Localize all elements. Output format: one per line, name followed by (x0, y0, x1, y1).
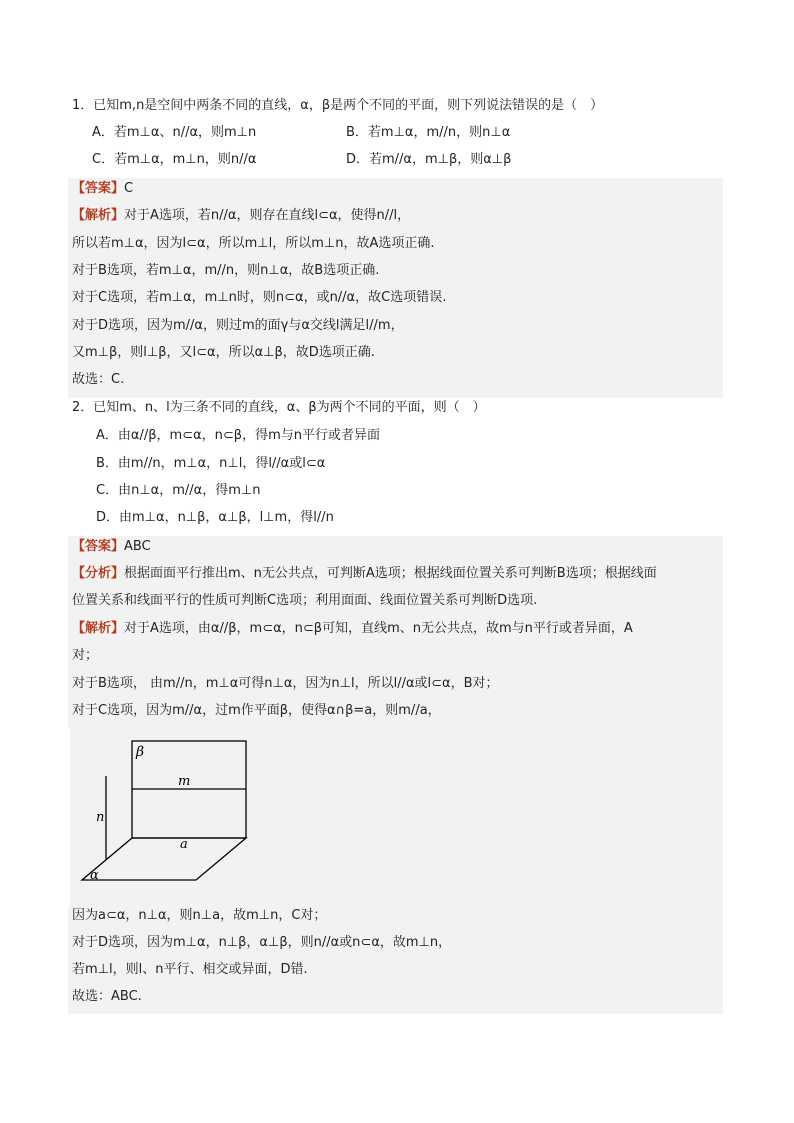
q2-analysis-line (72, 621, 633, 637)
answer-tag: 【答案】 (72, 181, 125, 196)
fenxi-tag: 【分析】 (72, 566, 125, 581)
q1-analysis-line: 又m⊥β，则l⊥β，又l⊂α，所以α⊥β，故D选项正确. (72, 345, 375, 360)
label-alpha: α (90, 868, 99, 883)
q1-option-c: C．若m⊥α，m⊥n，则n//α (92, 152, 257, 167)
answer-value: C (124, 181, 134, 196)
analysis-text: 对于A选项，若n//α，则存在直线l⊂α，使得n//l， (124, 208, 411, 223)
label-a: a (180, 837, 188, 852)
analysis-tag: 【解析】 (72, 621, 125, 636)
q2-analysis-line: 若m⊥l，则l、n平行、相交或异面，D错. (72, 962, 308, 977)
q2-analysis-line: 对于B选项， 由m//n，m⊥α可得n⊥α，因为n⊥l，所以l//α或l⊂α，B对； (72, 676, 499, 691)
q2-option-c: C．由n⊥α，m//α，得m⊥n (96, 483, 261, 498)
q1-option-d: D．若m//α，m⊥β，则α⊥β (346, 152, 512, 167)
q1-analysis-line: 对于C选项，若m⊥α，m⊥n时，则n⊂α，或n//α，故C选项错误. (72, 290, 447, 305)
label-m: m (178, 774, 191, 789)
q2-answer (72, 539, 151, 555)
label-beta: β (136, 744, 145, 760)
label-n: n (96, 810, 105, 825)
q2-analysis-line: 对于D选项，因为m⊥α，n⊥β，α⊥β，则n//α或n⊂α，故m⊥n， (72, 935, 452, 950)
analysis-tag: 【解析】 (72, 208, 125, 223)
geometry-figure (70, 728, 723, 906)
q1-analysis-line: 对于B选项，若m⊥α，m//n，则n⊥α，故B选项正确. (72, 263, 380, 278)
q1-analysis-line: 所以若m⊥α，因为l⊂α，所以m⊥l，所以m⊥n，故A选项正确. (72, 236, 435, 251)
answer-tag: 【答案】 (72, 539, 125, 554)
q2-option-b: B．由m//n，m⊥α，n⊥l，得l//α或l⊂α (96, 456, 326, 471)
answer-value: ABC (124, 539, 151, 554)
q1-conclusion: 故选：C. (72, 372, 125, 387)
q2-option-d: D．由m⊥α，n⊥β，α⊥β，l⊥m，得l//n (96, 510, 334, 525)
q1-option-a: A．若m⊥α、n//α，则m⊥n (92, 125, 257, 140)
q2-title: 2．已知m、n、l为三条不同的直线，α、β为两个不同的平面，则（ ） (72, 400, 486, 415)
q1-analysis-line: 对于D选项，因为m//α，则过m的面γ与α交线l满足l//m， (72, 318, 404, 333)
q2-fenxi-line: 位置关系和线面平行的性质可判断C选项；利用面面、线面位置关系可判断D选项. (72, 593, 538, 608)
q1-option-b: B．若m⊥α，m//n，则n⊥α (346, 125, 511, 140)
planes-diagram (70, 728, 723, 906)
q2-conclusion: 故选：ABC. (72, 989, 142, 1004)
q1-title: 1．已知m,n是空间中两条不同的直线，α，β是两个不同的平面，则下列说法错误的是（ ） (72, 98, 604, 113)
q2-fenxi (72, 566, 657, 582)
q2-option-a: A．由α//β，m⊂α，n⊂β，得m与n平行或者异面 (96, 428, 380, 443)
q1-answer (72, 181, 133, 197)
q2-analysis-line: 对于C选项，因为m//α，过m作平面β，使得α∩β=a，则m//a， (72, 703, 441, 718)
q1-analysis-line (72, 208, 410, 224)
analysis-text: 对于A选项，由α//β，m⊂α，n⊂β可知，直线m、n无公共点，故m与n平行或者异面，A (124, 621, 633, 636)
fenxi-text: 根据面面平行推出m、n无公共点，可判断A选项；根据线面位置关系可判断B选项；根据线面 (124, 566, 657, 581)
q2-analysis-line: 因为a⊂α，n⊥α，则n⊥a，故m⊥n，C对； (72, 908, 327, 923)
q2-analysis-line: 对； (72, 648, 99, 663)
